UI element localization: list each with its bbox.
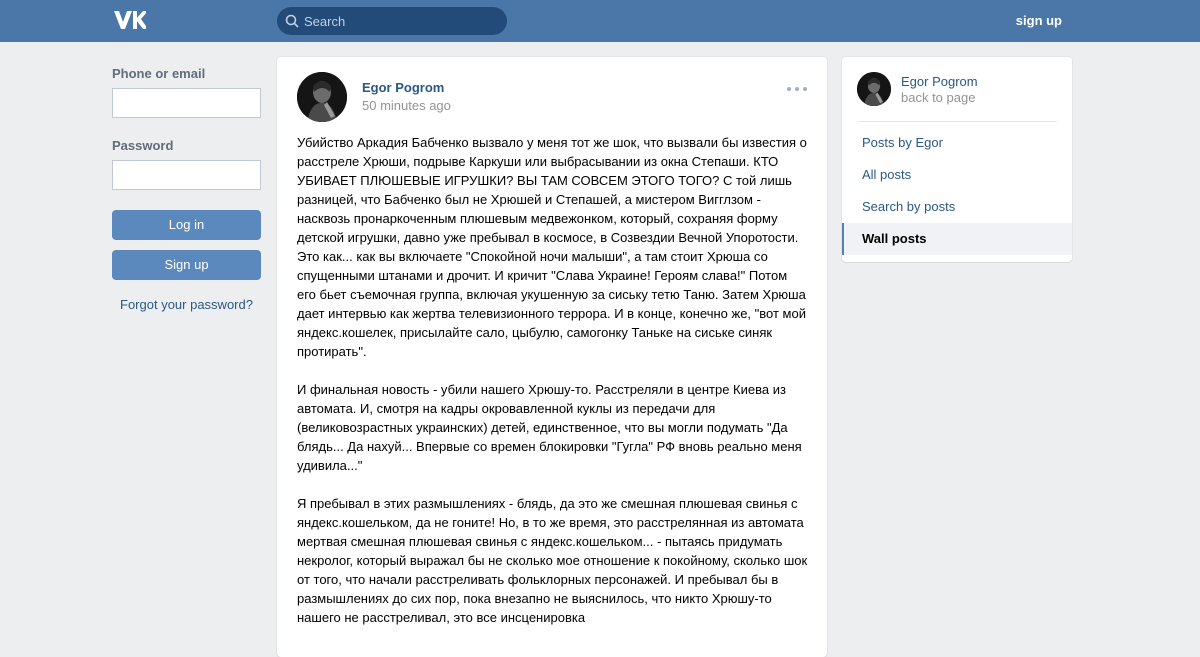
post-paragraph: И финальная новость - убили нашего Хрюшу-то. Расстреляли в центре Киева из автомата. И, смотря на кадры окровавленной куклы из передачи для (великовозрастных украинских) детей, единственное, что вы могли подумать "Да блядь... Да нахуй... Впервые со времен блокировки "Гугла" РФ вновь реально меня удивила..."	[297, 382, 802, 473]
login-button[interactable]: Log in	[112, 210, 261, 240]
sidebar-avatar[interactable]	[857, 72, 891, 106]
signup-link[interactable]: sign up	[1015, 13, 1062, 28]
post-paragraph: Я пребывал в этих размышлениях - блядь, да это же смешная плюшевая свинья с яндекс.кошельком, да не гоните! Но, в то же время, это расстрелянная из автомата мертвая смешная плюшевая свинья с яндекс.кошельком... - пытаясь придумать некролог, который выражал бы не сколько мое отношение к покойному, сколько шок от того, что начали расстреливать фольклорных персонажей. И пребывал бы в размышлениях до сих пор, пока внезапно не выяснилось, что никто Хрюшу-то нашего не расстреливал, это все инсценировка	[297, 496, 808, 625]
post-text	[297, 133, 809, 646]
sidebar-menu	[842, 127, 1072, 255]
password-input[interactable]	[112, 160, 261, 190]
divider	[857, 121, 1057, 122]
search-icon	[285, 14, 299, 28]
sidebar-item-posts-by-egor[interactable]: Posts by Egor	[862, 135, 943, 150]
phone-label: Phone or email	[112, 66, 206, 81]
back-to-page-link[interactable]: back to page	[901, 90, 976, 105]
vk-logo-icon[interactable]	[112, 9, 146, 31]
avatar[interactable]	[297, 72, 347, 122]
top-bar	[0, 0, 1200, 42]
more-dots-icon[interactable]	[787, 85, 809, 95]
sidebar-item-wall-posts[interactable]: Wall posts	[842, 223, 1072, 255]
avatar-image	[297, 72, 347, 122]
post-time[interactable]: 50 minutes ago	[362, 98, 451, 113]
signup-button[interactable]: Sign up	[112, 250, 261, 280]
sidebar-author-name[interactable]: Egor Pogrom	[901, 74, 978, 89]
sidebar-card	[842, 57, 1072, 262]
forgot-password-link[interactable]: Forgot your password?	[120, 297, 253, 312]
login-form	[112, 66, 261, 312]
search-input[interactable]	[304, 7, 499, 35]
post-paragraph: Убийство Аркадия Бабченко вызвало у меня тот же шок, что вызвали бы известия о расстреле Хрюши, подрыве Каркуши или выбрасывании из окна Степаши. КТО УБИВАЕТ ПЛЮШЕВЫЕ ИГРУШКИ? ВЫ ТАМ СОВСЕМ ЭТОГО ТОГО? С той лишь разницей, что Бабченко был не Хрюшей и Степашей, а мистером Вигглзом - насквозь пронаркоченным плюшевым медвежонком, который, сохраняя форму детской игрушки, давно уже пребывал в космосе, в Созвездии Вечной Упоротости. Это как... как вы включаете "Спокойной ночи малыши", а там стоит Хрюша со спущенными штанами и дрочит. И кричит "Слава Украине! Героям слава!" Потом его бьет съемочная группа, включая укушенную за сиську тетю Таню. Затем Хрюша дает интервью как жертва телевизионного террора. И в конце, конечно же, "вот мой яндекс.кошелек, присылайте сало, цыбулю, самогонку Таньке на сиське синяк протирать".	[297, 135, 807, 359]
sidebar-item-search-by-posts[interactable]: Search by posts	[862, 199, 956, 214]
sidebar-item-all-posts[interactable]: All posts	[862, 167, 912, 182]
password-label: Password	[112, 138, 174, 153]
post-author[interactable]: Egor Pogrom	[362, 80, 445, 95]
post-card	[277, 57, 827, 657]
search-box[interactable]	[277, 7, 507, 35]
phone-email-input[interactable]	[112, 88, 261, 118]
avatar-image	[857, 72, 891, 106]
